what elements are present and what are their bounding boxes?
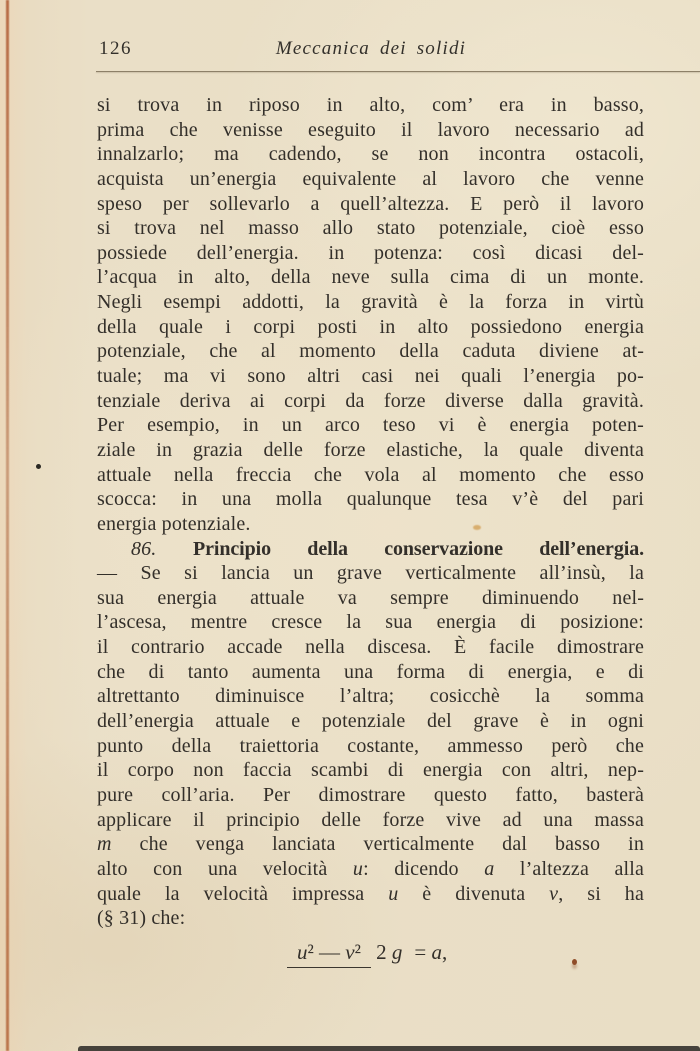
text-line: tuale; ma vi sono altri casi nei quali l’energia po-: [97, 365, 644, 388]
text-line: l’acqua in alto, della neve sulla cima di un monte.: [97, 266, 644, 289]
text-line: il contrario accade nella discesa. È facile dimostrare: [97, 636, 644, 659]
text-line: acquista un’energia equivalente al lavoro che venne: [97, 167, 644, 190]
text-line: m che venga lanciata verticalmente dal basso in: [97, 833, 644, 856]
text-line: dell’energia attuale e potenziale del grave è in ogni: [97, 710, 644, 733]
page-number: 126: [99, 38, 132, 59]
text-line: si trova nel masso allo stato potenziale, cioè esso: [97, 217, 644, 240]
fraction-numerator: u² — v²: [287, 940, 371, 968]
fraction: [287, 940, 402, 965]
text-line: quale la velocità impressa u è divenuta v, si ha: [97, 882, 644, 905]
text-line: della quale i corpi posti in alto possiedono energia: [97, 315, 644, 338]
text-line: Per esempio, in un arco teso vi è energia poten-: [97, 414, 644, 437]
text-line: altrettanto diminuisce l’altra; cosicchè la somma: [97, 685, 644, 708]
bottom-scan-edge: [78, 1046, 700, 1051]
text-line: scocca: in una molla qualunque tesa v’è del pari: [97, 488, 644, 511]
text-line: alto con una velocità u: dicendo a l’altezza alla: [97, 857, 644, 880]
text-line: tenziale deriva ai corpi da forze diverse dalla gravità.: [97, 389, 644, 412]
text-line: l’ascesa, mentre cresce la sua energia di posizione:: [97, 611, 644, 634]
text-line: il corpo non faccia scambi di energia con altri, nep-: [97, 759, 644, 782]
text-line: pure coll’aria. Per dimostrare questo fatto, basterà: [97, 783, 644, 806]
text-line: prima che venisse eseguito il lavoro necessario ad: [97, 118, 644, 141]
text-line: punto della traiettoria costante, ammesso però che: [97, 734, 644, 757]
ink-speck-margin: [36, 464, 41, 469]
fraction-denominator: 2 g: [376, 940, 403, 964]
text-line: Negli esempi addotti, la gravità è la forza in virtù: [97, 291, 644, 314]
page-edge-line: [6, 0, 9, 1051]
header-rule: [96, 71, 700, 72]
formula-result: = a,: [414, 940, 448, 964]
running-title: Meccanica dei solidi: [275, 38, 467, 59]
text-line: potenziale, che al momento della caduta diviene at-: [97, 340, 644, 363]
text-line: speso per sollevarlo a quell’altezza. E però il lavoro: [97, 192, 644, 215]
text-line: sua energia attuale va sempre diminuendo nel-: [97, 586, 644, 609]
text-block: [97, 93, 644, 931]
text-line: (§ 31) che:: [97, 907, 186, 930]
paper-stain: [473, 525, 481, 530]
text-line: applicare il principio delle forze vive ad una massa: [97, 808, 644, 831]
text-line: innalzarlo; ma cadendo, se non incontra ostacoli,: [97, 143, 644, 166]
ink-speck-formula: [572, 959, 577, 965]
text-line: si trova in riposo in alto, com’ era in basso,: [97, 94, 644, 116]
text-line: — Se si lancia un grave verticalmente all’insù, la: [97, 562, 644, 585]
text-line: attuale nella freccia che vola al momento che esso: [97, 463, 644, 486]
page-header: [97, 36, 645, 68]
text-line: ziale in grazia delle forze elastiche, la quale diventa: [97, 438, 644, 461]
text-line: possiede dell’energia. in potenza: così dicasi del-: [97, 241, 644, 264]
text-line: energia potenziale.: [97, 512, 251, 535]
text-line: che di tanto aumenta una forma di energia, e di: [97, 660, 644, 683]
text-line: 86. Principio della conservazione dell’energia.: [131, 537, 644, 560]
formula: [287, 940, 447, 965]
